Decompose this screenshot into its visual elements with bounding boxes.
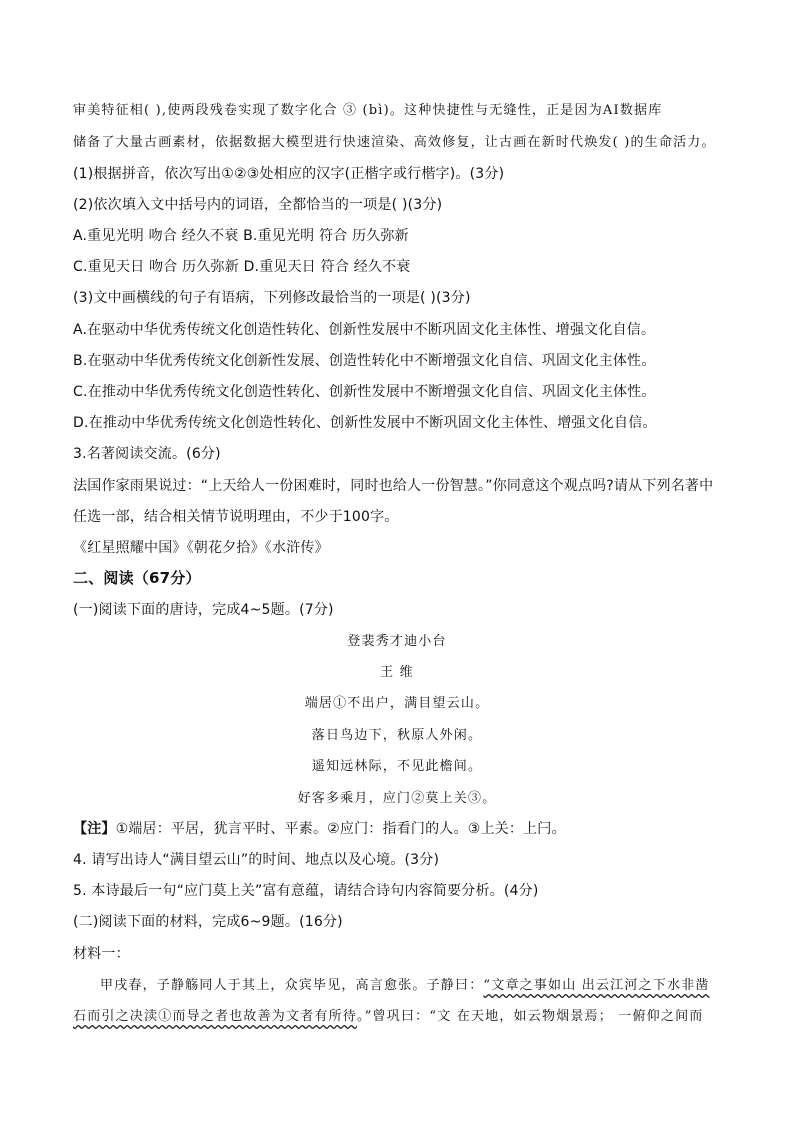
material-text: 甲戌春，子静觞同人于其上，众宾毕见，高言愈张。子静曰： (100, 978, 484, 993)
section-2-heading: 二、阅读（67分） (73, 569, 201, 587)
material-1-line-2 (73, 1007, 703, 1027)
hugo-quote-line-1: 法国作家雨果说过：“上天给人一份困难时，同时也给人一份智慧。”你同意这个观点吗?请从下列名著中 (73, 478, 714, 494)
poem-line-2: 落日鸟边下，秋原人外闲。 (311, 728, 483, 743)
question-5: 5. 本诗最后一句“应门莫上关”富有意蕴，请结合诗句内容简要分析。(4分) (73, 883, 539, 899)
question-4: 4. 请写出诗人“满目望云山”的时间、地点以及心境。(3分) (73, 852, 440, 868)
poem-intro: (一)阅读下面的唐诗，完成4~5题。(7分) (73, 602, 334, 618)
question-1-3: (3)文中画横线的句子有语病，下列修改最恰当的一项是( )(3分) (73, 290, 471, 306)
material-1-line-1 (100, 976, 710, 996)
material-text-2: 。”曾巩曰：“文 在天地，如云物烟景焉； 一俯仰之间而 (357, 1009, 704, 1024)
option-c: C.在推动中华优秀传统文化创造性转化、创新性发展中不断增强文化自信、巩固文化主体性。 (73, 384, 656, 400)
note-text: ①端居：平居，犹言平时、平素。②应门：指看门的人。③上关：上闩。 (115, 821, 566, 837)
question-1-1: (1)根据拼音，依次写出①②③处相应的汉字(正楷字或行楷字)。(3分) (73, 166, 505, 182)
question-3-title: 3.名著阅读交流。(6分) (73, 446, 221, 462)
hugo-quote-line-2: 任选一部，结合相关情节说明理由，不少于100字。 (73, 509, 399, 525)
option-cd: C.重见天日 吻合 历久弥新 D.重见天日 符合 经久不衰 (73, 259, 411, 275)
poem-author: 王 维 (380, 665, 414, 680)
passage-line-2: 储备了大量古画素材，依据数据大模型进行快速渲染、高效修复，让古画在新时代焕发( )的生命活力。 (73, 135, 716, 150)
book-list: 《红星照耀中国》《朝花夕拾》《水浒传》 (73, 540, 329, 556)
option-b: B.在驱动中华优秀传统文化创新性发展、创造性转化中不断增强文化自信、巩固文化主体性。 (73, 353, 656, 369)
passage-line-1: 审美特征相( ),使两段残卷实现了数字化合 ③ (bì)。这种快捷性与无缝性，正是因为AI数据库 (73, 103, 663, 118)
poem-line-3: 遥知远林际，不见此檐间。 (311, 759, 483, 774)
material-1-label: 材料一： (73, 946, 130, 962)
option-d: D.在推动中华优秀传统文化创造性转化、创新性发展中不断巩固文化主体性、增强文化自信。 (73, 415, 657, 431)
wavy-underlined-text: “文章之事如山 出云江河之下水非凿 (483, 978, 710, 993)
poem-notes (73, 819, 566, 839)
poem-line-4: 好客多乘月，应门②莫上关③。 (297, 791, 497, 806)
option-ab: A.重见光明 吻合 经久不衰 B.重见光明 符合 历久弥新 (73, 228, 409, 244)
wavy-underlined-text-2: 石而引之决渎①而导之者也故善为文者有所待 (73, 1009, 358, 1024)
question-1-2: (2)依次填入文中括号内的词语，全都恰当的一项是( )(3分) (73, 197, 443, 213)
poem-title: 登裴秀才迪小台 (347, 634, 447, 649)
note-tag: 【注】 (73, 821, 116, 837)
poem-line-1: 端居①不出户，满目望云山。 (304, 696, 490, 711)
option-a: A.在驱动中华优秀传统文化创造性转化、创新性发展中不断巩固文化主体性、增强文化自信。 (73, 322, 656, 338)
material-intro: (二)阅读下面的材料，完成6~9题。(16分) (73, 914, 343, 930)
